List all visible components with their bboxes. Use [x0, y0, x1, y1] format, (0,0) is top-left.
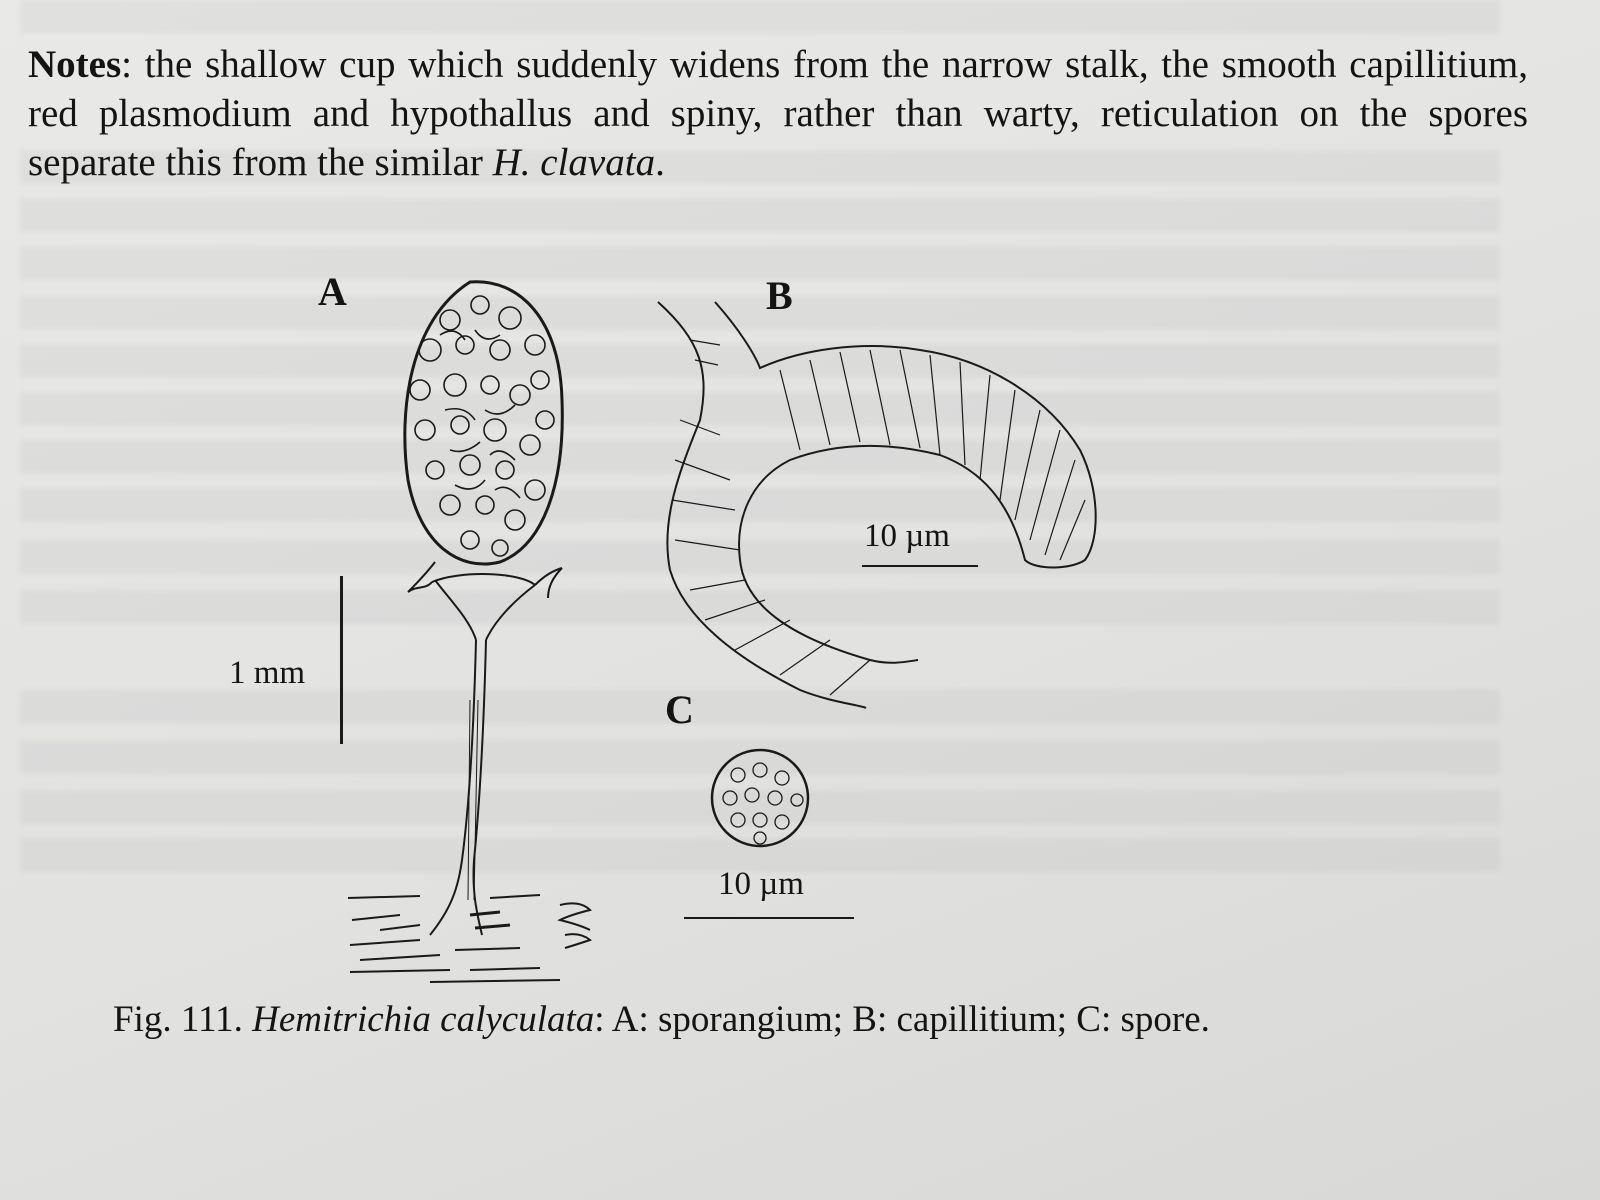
caption-parts: : A: sporangium; B: capillitium; C: spore.: [594, 999, 1210, 1040]
figure-label-b: B: [766, 273, 793, 318]
spore-drawing: [712, 750, 808, 846]
notes-label: Notes: [28, 43, 122, 86]
scale-label-c: 10 µm: [718, 866, 804, 902]
caption-fig-number: Fig. 111.: [113, 999, 243, 1040]
notes-text: : the shallow cup which suddenly widens from the narrow stalk, the smooth capillitium, red plasmodium and hypothallus and spiny, rather than warty, reticulation on the spores separate this from the similar: [28, 43, 1528, 184]
figure-caption: [113, 998, 1513, 1041]
scale-bar-c: [684, 917, 854, 919]
scale-label-b: 10 µm: [864, 518, 950, 554]
figure-label-a: A: [318, 269, 347, 314]
caption-species: Hemitrichia calyculata: [252, 999, 595, 1040]
notes-text-end: .: [655, 141, 665, 184]
sporangium-drawing: [348, 282, 590, 982]
capillitium-drawing: [658, 302, 1096, 708]
notes-species: H. clavata: [492, 141, 656, 184]
figure-label-c: C: [665, 687, 694, 732]
scale-bar-a: [340, 576, 343, 744]
scale-bar-b: [862, 565, 978, 567]
scale-label-a: 1 mm: [229, 655, 306, 691]
